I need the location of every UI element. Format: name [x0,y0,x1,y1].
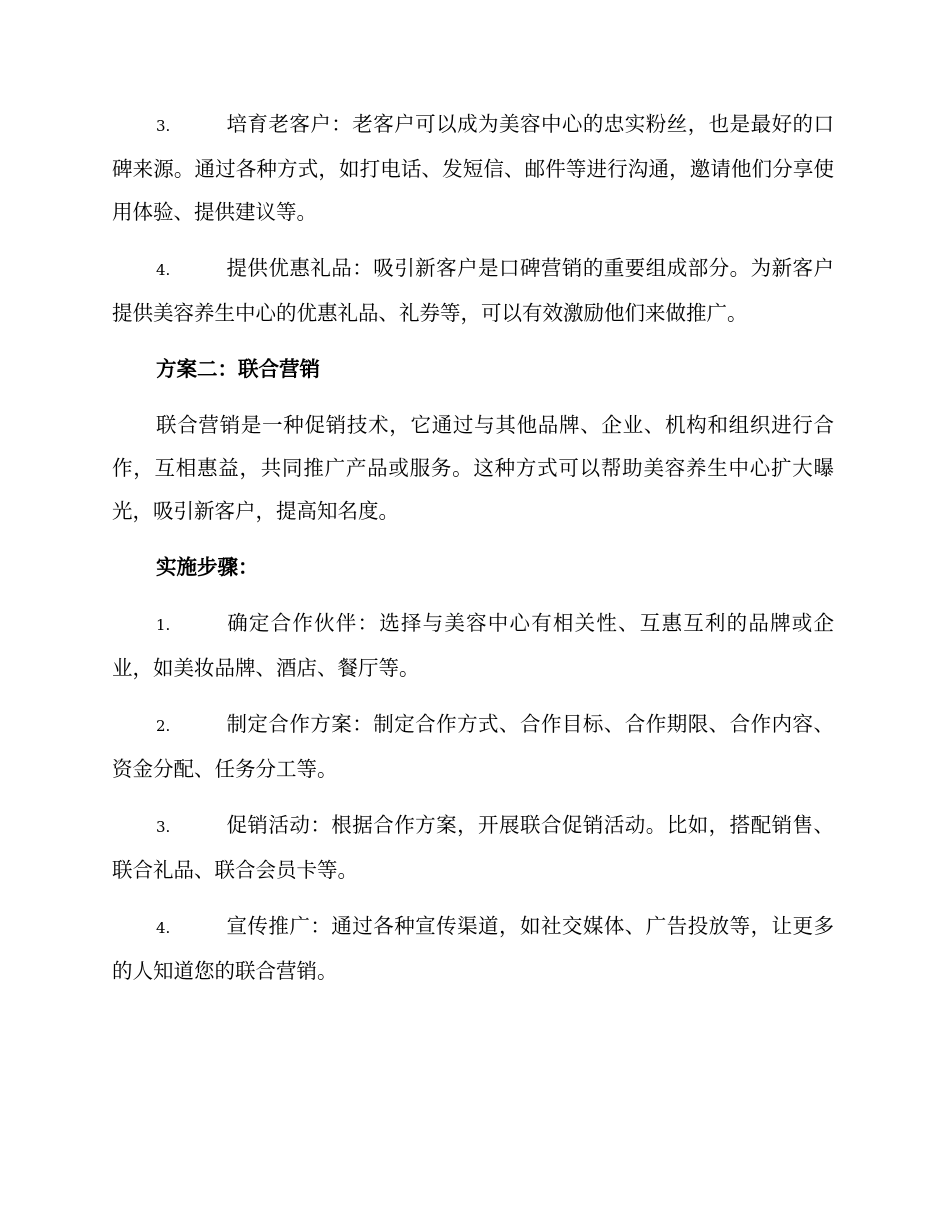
list-item-text: 宣传推广：通过各种宣传渠道，如社交媒体、广告投放等，让更多的人知道您的联合营销。 [112,914,834,983]
steps-heading: 实施步骤： [156,555,259,579]
list-item-text: 提供优惠礼品：吸引新客户是口碑营销的重要组成部分。为新客户提供美容养生中心的优惠礼品、礼券等，可以有效激励他们来做推广。 [112,256,834,325]
list-number: 4. [156,261,171,279]
list-item-text: 制定合作方案：制定合作方式、合作目标、合作期限、合作内容、资金分配、任务分工等。 [112,712,834,781]
list-item [112,703,834,791]
list-item [112,804,834,892]
list-number: 3. [156,117,171,135]
list-item-text: 促销活动：根据合作方案，开展联合促销活动。比如，搭配销售、联合礼品、联合会员卡等。 [112,813,834,882]
list-item [112,905,834,993]
list-item-text: 确定合作伙伴：选择与美容中心有相关性、互惠互利的品牌或企业，如美妆品牌、酒店、餐厅等。 [112,611,834,680]
list-item [112,602,834,690]
list-item [112,247,834,335]
list-number: 4. [156,919,171,937]
section-heading: 方案二：联合营销 [156,357,320,381]
document-page [112,103,834,1006]
list-number: 3. [156,818,171,836]
list-number: 2. [156,717,171,735]
list-number: 1. [156,616,171,634]
list-item [112,103,834,234]
section-body-paragraph: 联合营销是一种促销技术，它通过与其他品牌、企业、机构和组织进行合作，互相惠益，共同推广产品或服务。这种方式可以帮助美容养生中心扩大曝光，吸引新客户，提高知名度。 [112,413,834,523]
list-item-text: 培育老客户：老客户可以成为美容中心的忠实粉丝，也是最好的口碑来源。通过各种方式，如打电话、发短信、邮件等进行沟通，邀请他们分享使用体验、提供建议等。 [112,112,834,224]
